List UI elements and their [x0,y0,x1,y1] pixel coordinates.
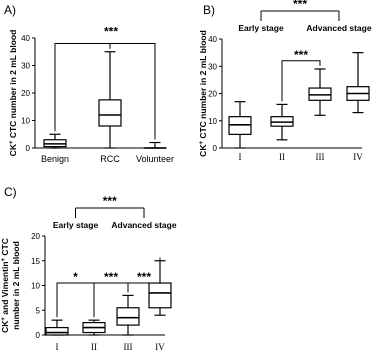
y-axis-label-part: CTC number in 2 mL blood [8,29,18,141]
x-category-label: IV [353,152,363,162]
y-axis-label [8,30,18,157]
y-axis-label-part: + [199,141,205,145]
x-category-label: I [55,342,59,352]
stage-label: Advanced stage [111,220,177,230]
x-category-label: III [315,152,325,162]
box-Volunteer [144,143,166,149]
y-tick-label: 20 [31,232,40,241]
y-tick-label: 15 [31,256,40,266]
y-tick-label: 30 [21,61,30,71]
x-category-label: II [279,152,285,162]
box-iqr [149,283,171,308]
y-axis-label-line-1 [0,238,10,333]
y-tick-label: 0 [212,144,217,153]
y-tick-label: 10 [208,116,217,126]
panel-label: C) [4,185,17,199]
stage-significance-label: *** [102,194,117,208]
stage-label: Advanced stage [306,23,372,33]
box-II [83,320,105,335]
box-iqr [46,328,68,335]
y-tick-label: 0 [35,331,40,340]
box-iqr [117,308,139,325]
box-IV [347,53,369,113]
y-tick-label: 5 [35,306,40,316]
y-axis-label-part: CTC [0,238,10,258]
x-category-label: IV [155,342,165,352]
y-tick-label: 0 [25,144,30,153]
box-iqr [99,100,121,126]
y-tick-label: 40 [21,34,30,43]
x-category-label: RCC [100,154,120,164]
stage-significance-label: *** [292,0,308,11]
y-axis-label-part: CK [8,144,18,157]
box-I [46,320,68,335]
box-RCC [99,52,121,148]
x-category-label: III [123,342,133,352]
chart-panel-2 [198,0,372,162]
significance-label: *** [293,47,309,62]
x-category-label: Volunteer [135,154,175,164]
y-tick-label: 10 [31,281,40,291]
box-I [229,102,251,148]
x-category-label: II [91,342,97,352]
y-axis-label-part: + [9,140,15,145]
y-axis-label-part: + [1,257,7,262]
y-tick-label: 20 [208,89,217,99]
y-tick-label: 40 [208,35,217,44]
significance-label: *** [103,24,119,39]
panel-label: B) [203,3,215,17]
chart-panel-3 [0,185,177,352]
box-II [271,104,293,139]
y-tick-label: 30 [208,62,217,72]
stage-label: Early stage [52,220,99,230]
chart-panel-1 [4,3,174,164]
y-tick-label: 10 [21,116,30,126]
significance-label: * [73,270,78,285]
y-axis-label-part: + [1,317,7,321]
y-axis-label-part: CK [0,320,10,333]
y-axis-label-part: CTC number in 2 mL blood [198,30,208,142]
x-category-label: I [238,152,242,162]
y-axis-label [198,30,208,157]
panel-label: A) [4,3,16,17]
significance-bracket [57,283,94,317]
y-axis-label-line-2: number in 2 mL blood [11,241,21,330]
significance-label: *** [103,270,119,285]
y-axis-label-part: and Vimentin [0,261,10,318]
significance-label: *** [136,270,152,285]
y-axis-label-part: CK [198,144,208,157]
box-III [117,295,139,335]
stage-label: Early stage [238,23,284,33]
x-category-label: Benign [40,154,70,164]
box-Benign [44,134,66,148]
box-III [309,69,331,115]
y-tick-label: 20 [21,89,30,98]
